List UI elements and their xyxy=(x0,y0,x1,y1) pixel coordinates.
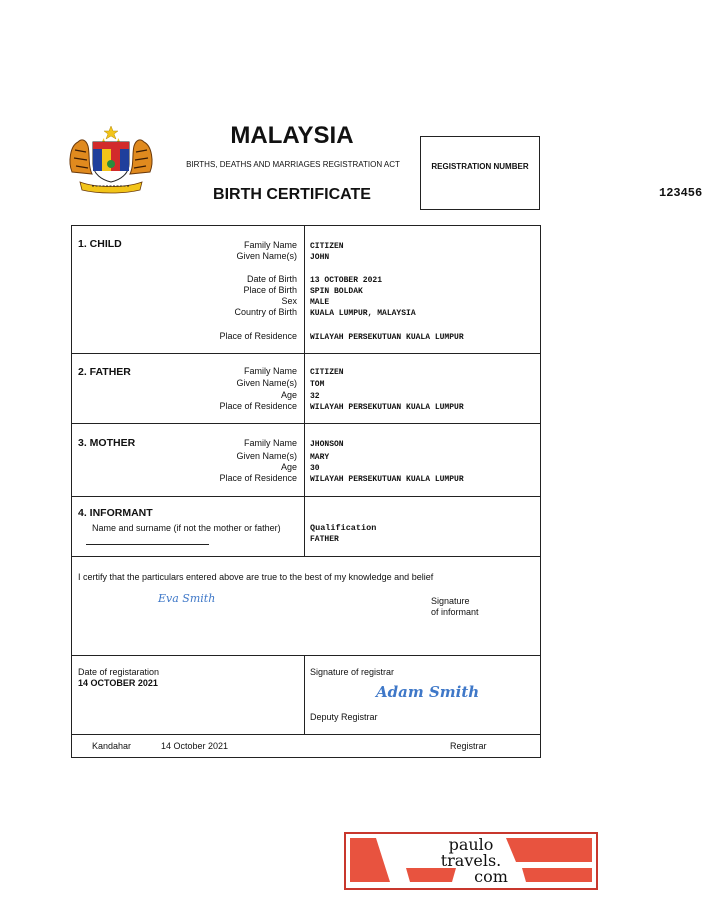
father-given-names: TOM xyxy=(310,380,325,389)
registrar-signature: Adam Smith xyxy=(376,683,480,701)
qualification-label: Qualification xyxy=(310,523,377,533)
child-cob-label: Country of Birth xyxy=(234,307,297,317)
father-age-label: Age xyxy=(280,390,297,400)
child-dob-label: Date of Birth xyxy=(246,274,297,284)
divider xyxy=(72,353,540,354)
registrar-label: Registrar xyxy=(450,741,487,751)
child-dob: 13 OCTOBER 2021 xyxy=(310,276,383,285)
informant-signature: Eva Smith xyxy=(158,592,216,605)
child-given-names-label: Given Name(s) xyxy=(236,251,297,261)
section-informant-title: 4. INFORMANT xyxy=(78,507,153,519)
father-residence: WILAYAH PERSEKUTUAN KUALA LUMPUR xyxy=(310,403,464,412)
coat-of-arms-icon xyxy=(66,124,156,192)
informant-signature-label-2: of informant xyxy=(431,607,479,617)
child-pob-label: Place of Birth xyxy=(243,285,297,295)
column-divider xyxy=(304,655,305,734)
mother-given-names: MARY xyxy=(310,453,330,462)
certificate-form xyxy=(71,225,541,758)
section-father-title: 2. FATHER xyxy=(78,366,131,378)
child-residence-label: Place of Residence xyxy=(219,331,297,341)
child-sex: MALE xyxy=(310,298,330,307)
divider xyxy=(72,734,540,735)
mother-family-name: JHONSON xyxy=(310,440,344,449)
informant-signature-label-1: Signature xyxy=(431,596,470,606)
registration-date-label: Date of registaration xyxy=(78,667,160,677)
logo-line-2: travels. xyxy=(440,851,502,870)
informant-name-label: Name and surname (if not the mother or father) xyxy=(92,523,281,533)
logo-text xyxy=(346,837,596,885)
document-title: BIRTH CERTIFICATE xyxy=(213,186,371,203)
registration-place-date: 14 October 2021 xyxy=(161,741,229,751)
mother-family-name-label: Family Name xyxy=(243,438,297,448)
divider xyxy=(72,556,540,557)
registrar-signature-label: Signature of registrar xyxy=(310,667,395,677)
column-divider xyxy=(304,226,305,556)
father-age: 32 xyxy=(310,392,320,401)
mother-age-label: Age xyxy=(280,462,297,472)
registration-act: BIRTHS, DEATHS AND MARRIAGES REGISTRATION ACT xyxy=(186,160,400,169)
divider xyxy=(72,423,540,424)
informant-name-line xyxy=(86,544,209,545)
paulo-travels-logo xyxy=(344,832,598,890)
section-mother-title: 3. MOTHER xyxy=(78,437,136,449)
father-residence-label: Place of Residence xyxy=(219,401,297,411)
certification-statement: I certify that the particulars entered above are true to the best of my knowledge and belief xyxy=(78,572,434,582)
mother-given-names-label: Given Name(s) xyxy=(236,451,297,461)
mother-age: 30 xyxy=(310,464,320,473)
child-given-names: JOHN xyxy=(310,253,330,262)
child-residence: WILAYAH PERSEKUTUAN KUALA LUMPUR xyxy=(310,333,464,342)
informant-qualification: FATHER xyxy=(310,535,339,544)
mother-residence-label: Place of Residence xyxy=(219,473,297,483)
father-given-names-label: Given Name(s) xyxy=(236,378,297,388)
section-child-title: 1. CHILD xyxy=(78,238,122,250)
logo-line-1: paulo xyxy=(448,835,494,854)
father-family-name-label: Family Name xyxy=(243,366,297,376)
registration-place: Kandahar xyxy=(92,741,132,751)
child-family-name-label: Family Name xyxy=(243,240,297,250)
registration-number-box xyxy=(420,136,702,210)
registration-number-value: 123456 xyxy=(659,186,702,200)
divider xyxy=(72,655,540,656)
deputy-registrar-label: Deputy Registrar xyxy=(310,712,378,722)
child-cob: KUALA LUMPUR, MALAYSIA xyxy=(310,309,416,318)
child-family-name: CITIZEN xyxy=(310,242,344,251)
child-pob: SPIN BOLDAK xyxy=(310,287,363,296)
logo-line-3: com xyxy=(474,867,508,886)
child-sex-label: Sex xyxy=(281,296,297,306)
registration-number-label: REGISTRATION NUMBER xyxy=(431,162,529,171)
divider xyxy=(72,496,540,497)
registration-date: 14 OCTOBER 2021 xyxy=(78,678,158,688)
mother-residence: WILAYAH PERSEKUTUAN KUALA LUMPUR xyxy=(310,475,464,484)
country-title: MALAYSIA xyxy=(230,122,354,149)
father-family-name: CITIZEN xyxy=(310,368,344,377)
